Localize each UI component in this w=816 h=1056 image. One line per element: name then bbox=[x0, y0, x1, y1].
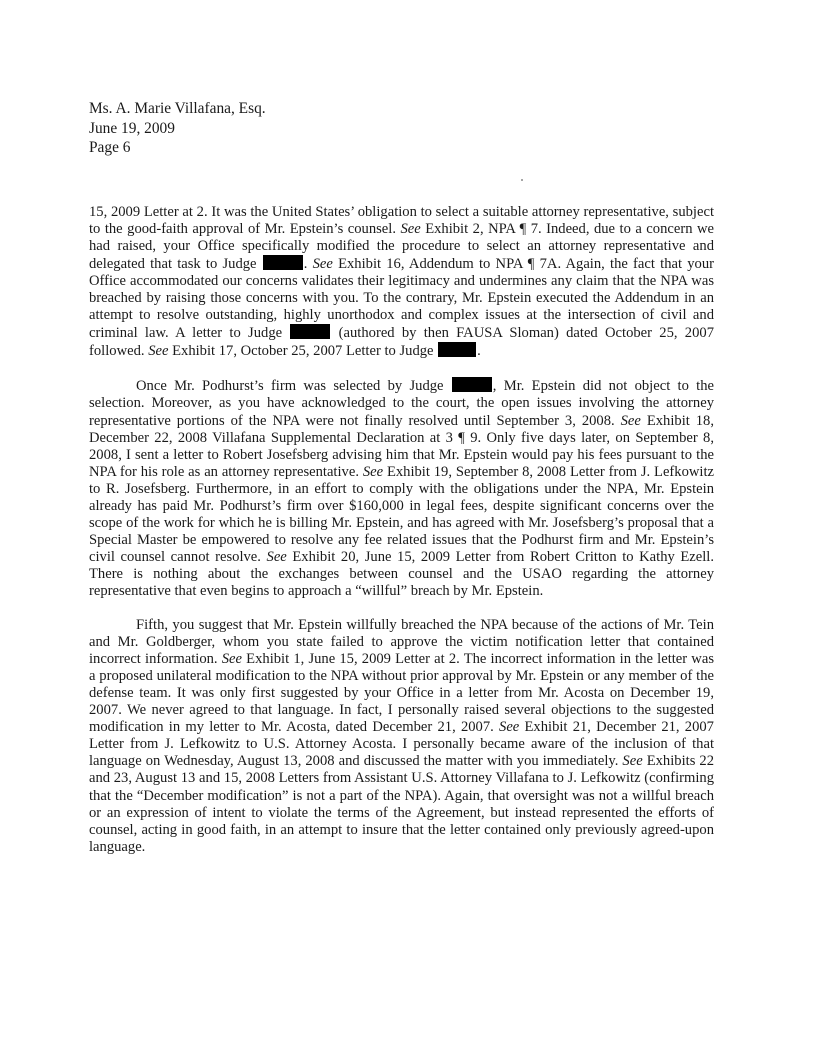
paragraph-3 bbox=[89, 617, 714, 856]
letter-header bbox=[89, 99, 266, 158]
paragraph-1 bbox=[89, 204, 714, 360]
text-run: 15, 2009 Letter at 2. It was the United States’ obligation to select a suitable attorney representative, subject to the good-faith approval of Mr. Epstein’s counsel. bbox=[89, 204, 714, 238]
text-run: Exhibit 19, September 8, 2008 Letter from J. Lefkowitz to R. Josefsberg. Furthermore, in an effort to comply with the obligations under the NPA, Mr. Epstein already has paid Mr. Podhurst’s firm over $160,000 in legal fees, despite significant concerns over the scope of the work for which he is billing Mr. Epstein, and has agreed with Mr. Josefsberg’s proposal that a Special Master be empowered to resolve any fee related issues that the Podhurst firm and Mr. Epstein’s civil counsel cannot resolve. bbox=[89, 463, 714, 565]
redaction-box bbox=[263, 255, 303, 270]
paragraph-2 bbox=[89, 377, 714, 600]
citation-signal: See bbox=[221, 651, 243, 668]
citation-signal: See bbox=[400, 221, 421, 238]
text-run: Exhibit 17, October 25, 2007 Letter to Judge bbox=[168, 343, 438, 360]
citation-signal: See bbox=[620, 412, 641, 429]
scan-speck bbox=[521, 179, 523, 181]
text-run: Exhibit 21, December 21, 2007 Letter from J. Lefkowitz to U.S. Attorney Acosta. I personally became aware of the inclusion of that language on Wednesday, August 13, 2008 and discussed the matter with you immediately. bbox=[89, 719, 714, 770]
text-run: . bbox=[477, 343, 481, 360]
citation-signal: See bbox=[622, 753, 643, 770]
page-number: Page 6 bbox=[89, 139, 131, 156]
text-run: (authored by then FAUSA Sloman) dated October 25, 2007 followed. bbox=[89, 325, 714, 360]
text-run: Exhibits 22 and 23, August 13 and 15, 2008 Letters from Assistant U.S. Attorney Villafana to J. Lefkowitz (confirming that the “December modification” is not a part of the NPA). Again, that oversight was not a willful breach or an expression of intent to violate the terms of the Agreement, but instead represented the efforts of counsel, acting in good faith, in an attempt to insure that the letter contained only previously agreed-upon language. bbox=[89, 753, 714, 855]
citation-signal: See bbox=[499, 719, 520, 736]
redaction-box bbox=[452, 377, 492, 392]
redaction-box bbox=[438, 342, 476, 357]
citation-signal: See bbox=[266, 548, 287, 565]
citation-signal: See bbox=[148, 343, 169, 360]
citation-signal: See bbox=[362, 463, 384, 480]
text-run: . bbox=[303, 256, 313, 273]
text-run: Exhibit 20, June 15, 2009 Letter from Robert Critton to Kathy Ezell. There is nothing about the exchanges between counsel and the USAO regarding the attorney representative that even begins to approach a “willful” breach by Mr. Epstein. bbox=[89, 548, 714, 599]
letter-body bbox=[89, 204, 714, 873]
text-run: Exhibit 2, NPA ¶ 7. Indeed, due to a concern we had raised, your Office specifically modified the procedure to select an attorney representative and delegated that task to Judge bbox=[89, 221, 714, 273]
text-run: Exhibit 16, Addendum to NPA ¶ 7A. Again, the fact that your Office accommodated our concerns validates their legitimacy and undermines any claim that the NPA was breached by raising those concerns with you. To the contrary, Mr. Epstein executed the Addendum in an attempt to resolve outstanding, highly unorthodox and complex issues at the intersection of civil and criminal law. A letter to Judge bbox=[89, 256, 714, 342]
redaction-box bbox=[290, 324, 330, 339]
citation-signal: See bbox=[312, 256, 333, 273]
text-run: Fifth, you suggest that Mr. Epstein willfully breached the NPA because of the actions of Mr. Tein and Mr. Goldberger, whom you state failed to approve the victim notification letter that contained incorrect information. bbox=[89, 617, 714, 668]
date-line: June 19, 2009 bbox=[89, 119, 175, 137]
text-run: Exhibit 18, December 22, 2008 Villafana Supplemental Declaration at 3 ¶ 9. Only five days later, on September 8, 2008, I sent a letter to Robert Josefsberg advising him that Mr. Epstein would pay his fees pursuant to the NPA for his role as an attorney representative. bbox=[89, 412, 714, 480]
text-run: , Mr. Epstein did not object to the selection. Moreover, as you have acknowledged to the court, the open issues involving the attorney representative portions of the NPA were not finally resolved until September 3, 2008. bbox=[89, 378, 714, 429]
text-run: Once Mr. Podhurst’s firm was selected by Judge bbox=[136, 378, 451, 395]
recipient-line: Ms. A. Marie Villafana, Esq. bbox=[89, 100, 266, 117]
text-run: Exhibit 1, June 15, 2009 Letter at 2. The incorrect information in the letter was a proposed unilateral modification to the NPA without prior approval by Mr. Epstein or any member of the defense team. It was only first suggested by your Office in a letter from Mr. Acosta on December 19, 2007. We never agreed to that language. In fact, I personally raised several objections to the suggested modification in my letter to Mr. Acosta, dated December 21, 2007. bbox=[89, 651, 715, 736]
